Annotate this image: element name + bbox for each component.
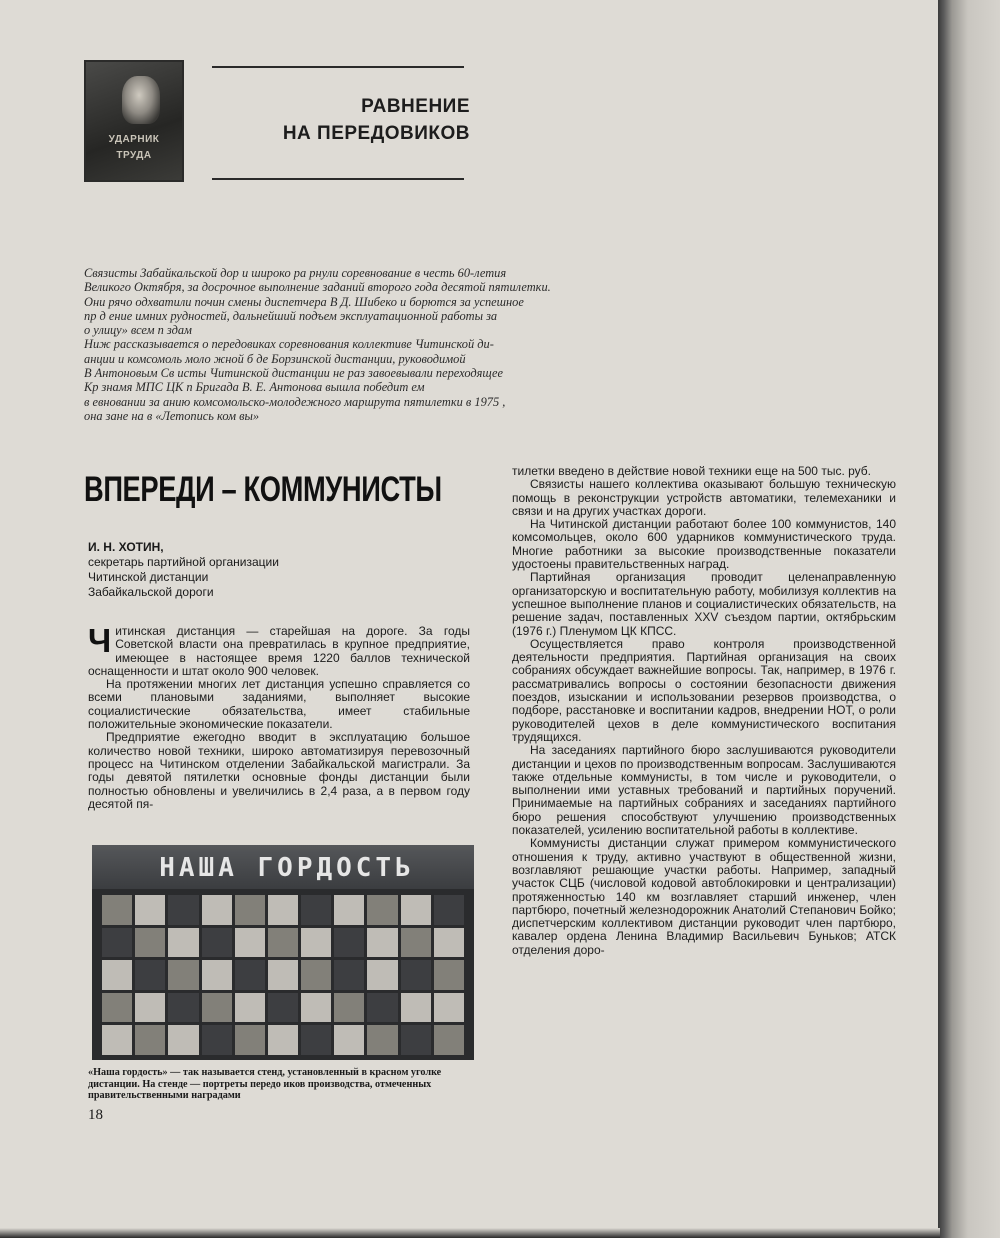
author-role-line: Забайкальской дороги [88,585,214,599]
author-role-line: Читинской дистанции [88,570,209,584]
badge-label-2: ТРУДА [116,150,152,161]
intro-line: Они рячо одхватили почин смены диспетчера В Д. Шибеко и борются за успешное [84,294,524,309]
section-title-line-2: НА ПЕРЕДОВИКОВ [282,123,470,144]
paragraph: Осуществляется право контроля производственной деятельности предприятия. Партийная организация на своих собраниях обсуждает важнейшие вопросы. Так, например, в 1976 г. рассматривались вопросы о состоянии безопасности движения поездов, изыскании и использовании резервов производства, о подборе, расстановке и воспитании кадров, внедрении НОТ, о роли руководителей цехов в деле коммунистического воспитания трудящихся. [512,636,896,744]
intro-line: о улицу» всем п здам [84,323,192,338]
intro-line: Великого Октября, за досрочное выполнение заданий второго года десятой пятилетки. [84,280,551,295]
section-title-line-1: РАВНЕНИЕ [361,96,470,117]
author-block [88,540,279,600]
author-role-line: секретарь партийной организации [88,555,279,569]
intro-line: анции и комсомоль моло жной б де Борзинской дистанции, руководимой [84,351,466,366]
right-column [512,465,896,957]
page-gutter [938,0,1000,1238]
paragraph: Предприятие ежегодно вводит в эксплуатацию большое количество новой техники, широко автоматизируя перевозочный процесс на Читинском отделении Забайкальской магистрали. За годы девятой пятилетки основные фонды дистанции были полностью обновлены и увеличились в 2,4 раза, а в первом году десятой пя- [88,730,470,811]
article-title: ВПЕРЕДИ – КОММУНИСТЫ [84,470,442,509]
left-column [88,622,470,811]
intro-line: Кр знамя МПС ЦК п Бригада В. Е. Антонова вышла победит ем [84,380,425,395]
page-bottom-edge [0,1228,940,1238]
bottom-rule [212,178,464,180]
paragraph: тилетки введено в действие новой техники еще на 500 тыс. руб. [512,464,871,478]
photo-stand-image [92,845,474,1060]
intro-line: Ниж рассказывается о передовиках соревнования коллективе Читинской ди- [84,337,494,352]
intro-line: В Антоновым Св исты Читинской дистанции не раз завоевывали переходящее [84,366,504,381]
author-name: И. Н. ХОТИН, [88,540,164,554]
portrait-icon [122,76,160,124]
badge-label-1: УДАРНИК [108,134,160,145]
paragraph: На заседаниях партийного бюро заслушиваются руководители дистанции и цехов по производственным вопросам. Заслушиваются также отдельные коммунисты, в том числе и руководители, о выполнении ими уставных требований и партийных поручений. Принимаемые на партийных собраниях и заседаниях партийного бюро решения способствуют улучшению производственных показателей, усилению воспитательной работы в коллективе. [512,743,896,838]
drop-cap: Ч [88,622,112,659]
paragraph: На протяжении многих лет дистанция успешно справляется со всеми плановыми заданиями, выполняет высокие социалистические обязательства, имеет стабильные положительные экономические показатели. [88,677,470,732]
photo-banner-text: НАША ГОРДОСТЬ [159,853,415,883]
intro-line: в евновании за анию комсомольско-молодежного маршрута пятилетки в 1975 , [84,394,506,409]
portrait-grid [102,895,464,1055]
paragraph: Связисты нашего коллектива оказывают большую техническую помощь в реконструкции устройств автоматики, телемеханики и связи и на других участках дороги. [512,477,896,518]
page-number: 18 [88,1107,103,1123]
paragraph [88,622,470,678]
top-rule [212,66,464,68]
paragraph-text: итинская дистанция — старейшая на дороге. За годы Советской власти она превратилась в крупное предприятие, имеющее в настоящее время 1220 баллов технической оснащенности и штат около 900 человек. [88,624,470,678]
paragraph: На Читинской дистанции работают более 100 коммунистов, 140 комсомольцев, около 600 ударников коммунистического труда. Многие работники за высокие производственные показатели удостоены правительственных наград. [512,517,896,572]
intro-line: она зане на в «Летопись ком вы» [84,408,260,423]
paragraph: Партийная организация проводит целенаправленную организаторскую и воспитательную работу, мобилизуя коллектив на успешное выполнение планов и социалистических обязательств, на решение задач, поставленных XXV съездом партии, октябрьским (1976 г.) Пленумом ЦК КПСС. [512,570,896,638]
intro-line: пр д ение имних рудностей, дальнейший подъем эксплуатационной работы за [84,308,498,323]
photo-caption: «Наша гордость» — так называется стенд, установленный в красном уголке дистанции. На стенде — портреты передо иков производства, отмеченных правительственными наградами [88,1067,442,1101]
paragraph: Коммунисты дистанции служат примером коммунистического отношения к труду, активно участвуют в общественной жизни, возглавляют решающие участки работы. Например, западный участок СЦБ (числовой кодовой автоблокировки и централизации) протяженностью 140 км возглавляет старший инженер, член партбюро, почетный железнодорожник Анатолий Степанович Бойко; диспетчерским коллективом дистанции руководит член партбюро, кавалер ордена Ленина Владимир Васильевич Буньков; АТСК отделения доро- [512,836,896,957]
intro-line: Связисты Забайкальской дор и широко ра рнули соревнование в честь 60-летия [84,266,507,280]
intro-paragraph [84,266,684,423]
badge-image [84,60,184,182]
